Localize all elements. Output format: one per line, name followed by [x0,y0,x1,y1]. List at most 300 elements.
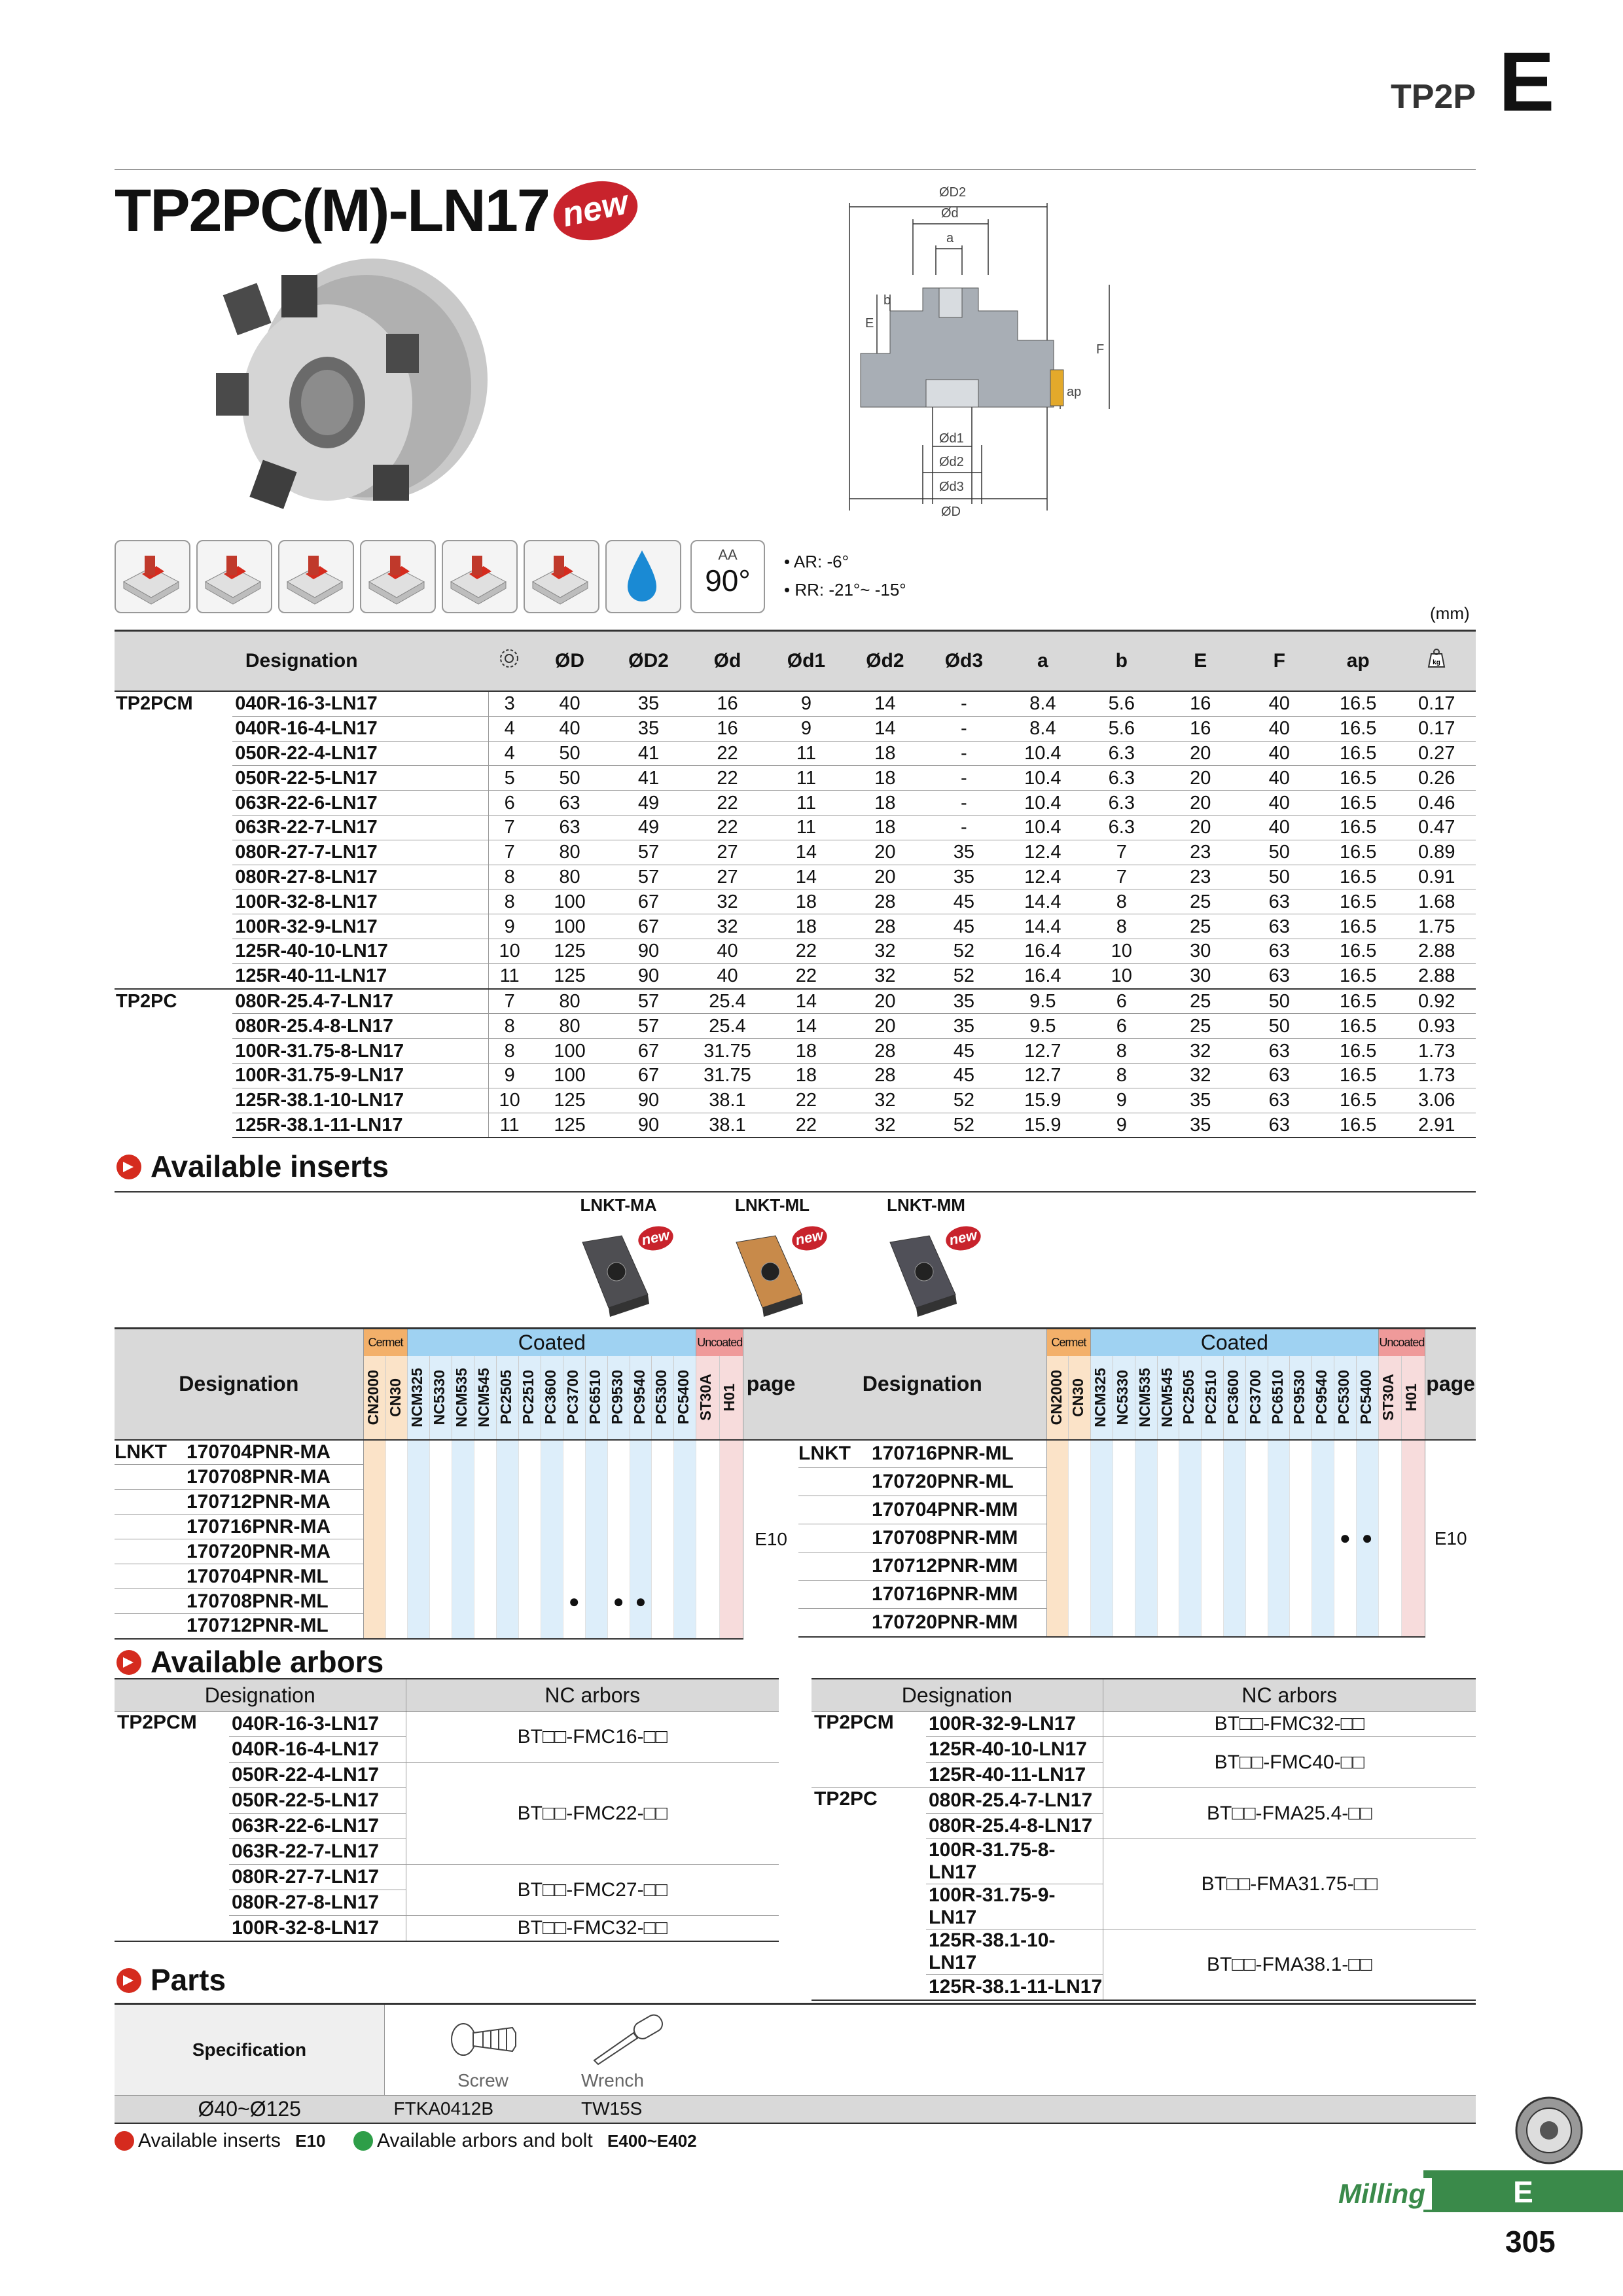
arbors-section-title: Available arbors [116,1644,383,1679]
value-cell: 50 [530,741,609,766]
value-cell: - [925,815,1003,840]
grade-pc2510: PC2510 [519,1356,541,1440]
grade-cell [1334,1552,1356,1581]
col-weight [1397,631,1476,692]
value-cell: 5.6 [1082,716,1161,741]
grade-cell [696,1564,720,1589]
label-E: E [865,316,874,331]
nc-arbor-cell: BT□□-FMC27-□□ [406,1865,779,1916]
designation-cell: 100R-32-9-LN17 [926,1712,1103,1737]
table-row [115,1712,779,1737]
grade-cell [1312,1609,1334,1637]
value-cell: 28 [846,1063,924,1088]
value-cell: 32 [846,1113,924,1138]
grade-cell [1245,1552,1268,1581]
value-cell: 14 [767,865,846,889]
value-cell: 8 [488,1039,530,1064]
value-cell: 1.75 [1397,914,1476,939]
col-F: F [1240,631,1319,692]
insert-name-lnkt-ml: LNKT-ML [734,1195,810,1215]
grade-cell [1290,1581,1312,1609]
value-cell: 22 [688,815,766,840]
value-cell: 3.06 [1397,1088,1476,1113]
grade-cell [519,1440,541,1465]
axial-rake: • AR: -6° [784,552,849,571]
value-cell: 52 [925,963,1003,988]
value-cell: 0.89 [1397,840,1476,865]
grade-cell [452,1515,474,1539]
value-cell: 0.47 [1397,815,1476,840]
grade-cell [385,1490,408,1515]
grade-cell [1135,1581,1157,1609]
value-cell: 10.4 [1003,766,1082,791]
value-cell: 23 [1161,865,1240,889]
grade-cell [652,1515,674,1539]
value-cell: 35 [925,989,1003,1014]
grade-cell [1402,1440,1425,1468]
page-title: TP2PC(M)-LN17 [115,177,550,244]
value-cell: 16.5 [1319,791,1397,816]
grade-cell [696,1589,720,1614]
arbors-reference[interactable]: Available arbors and bolt E400~E402 [353,2130,697,2152]
value-cell: 80 [530,989,609,1014]
category-uncoated: Uncoated [1378,1329,1425,1356]
designation-header: Designation [798,1329,1046,1440]
value-cell: 16.5 [1319,716,1397,741]
grade-pc2510: PC2510 [1202,1356,1224,1440]
value-cell: 0.92 [1397,989,1476,1014]
value-cell: 35 [925,1014,1003,1039]
value-cell: 6.3 [1082,741,1161,766]
col-ap: ap [1319,631,1397,692]
value-cell: 38.1 [688,1113,766,1138]
unit-label: (mm) [1430,603,1470,623]
grade-cell [1202,1524,1224,1552]
designation-name: 170716PNR-MA [187,1515,331,1537]
value-cell: 50 [530,766,609,791]
grade-cell [497,1465,519,1490]
value-cell: 16.5 [1319,939,1397,963]
product-image [209,249,497,524]
table-row [798,1440,1476,1468]
grade-cell [408,1465,430,1490]
value-cell: 50 [1240,865,1319,889]
grade-cn2000: CN2000 [1046,1356,1069,1440]
grade-cell [1091,1552,1113,1581]
grade-cell [1223,1468,1245,1496]
value-cell: 100 [530,889,609,914]
grade-cell [585,1539,607,1564]
value-cell: 40 [1240,691,1319,716]
group-label: TP2PC [812,1788,926,2001]
group-label: TP2PCM [115,691,232,989]
value-cell: 23 [1161,840,1240,865]
svg-text:kg: kg [1433,659,1441,666]
inserts-reference[interactable]: Available inserts E10 [115,2130,326,2152]
grade-cell [1091,1524,1113,1552]
value-cell: 50 [1240,989,1319,1014]
value-cell: 7 [488,815,530,840]
grade-cell [585,1564,607,1589]
grade-cell [363,1539,385,1564]
value-cell: 3 [488,691,530,716]
table-row [115,691,1476,716]
nc-arbor-cell: BT□□-FMC32-□□ [1103,1712,1476,1737]
designation-name: 170704PNR-MM [872,1499,1018,1520]
grade-cell [363,1490,385,1515]
value-cell: 4 [488,741,530,766]
value-cell: 45 [925,1063,1003,1088]
grade-cell [1091,1440,1113,1468]
value-cell: 57 [609,989,688,1014]
grade-cell [1290,1524,1312,1552]
grade-cell [497,1490,519,1515]
value-cell: 63 [1240,1039,1319,1064]
value-cell: - [925,791,1003,816]
designation-cell: 100R-32-8-LN17 [232,889,488,914]
value-cell: 9 [1082,1088,1161,1113]
table-row [115,1589,798,1614]
grade-cell [1312,1581,1334,1609]
grade-cell [1157,1440,1179,1468]
grade-cell [1179,1581,1202,1609]
table-row [798,1496,1476,1524]
designation-cell: 040R-16-4-LN17 [232,716,488,741]
value-cell: 32 [688,914,766,939]
col-E: E [1161,631,1240,692]
grade-ncm325: NCM325 [408,1356,430,1440]
table-row [115,889,1476,914]
label-d1: Ød1 [939,431,964,446]
designation-cell: 100R-31.75-8-LN17 [926,1839,1103,1884]
table-row [812,1788,1476,1814]
value-cell: 0.26 [1397,766,1476,791]
value-cell: 63 [1240,914,1319,939]
value-cell: 63 [1240,1113,1319,1138]
grade-cell [1069,1609,1091,1637]
value-cell: 11 [767,815,846,840]
grade-cell [474,1539,497,1564]
designation-cell: 063R-22-6-LN17 [232,791,488,816]
grade-cell [1113,1440,1135,1468]
grade-cell [497,1515,519,1539]
grade-cell [720,1465,743,1490]
value-cell: 16.5 [1319,1113,1397,1138]
value-cell: 41 [609,766,688,791]
value-cell: 28 [846,889,924,914]
value-cell: 9.5 [1003,989,1082,1014]
grade-cell [408,1589,430,1614]
value-cell: 16.5 [1319,840,1397,865]
grade-cell [1312,1524,1334,1552]
grade-cell [430,1490,452,1515]
value-cell: 57 [609,840,688,865]
value-cell: 49 [609,815,688,840]
value-cell: 18 [767,914,846,939]
table-row [798,1524,1476,1552]
value-cell: 9 [1082,1113,1161,1138]
grade-cell [408,1614,430,1639]
value-cell: 25.4 [688,1014,766,1039]
grade-cell [1268,1468,1290,1496]
grade-cell [1069,1496,1091,1524]
grade-cell [385,1539,408,1564]
value-cell: 90 [609,1088,688,1113]
value-cell: 16 [688,691,766,716]
value-cell: 11 [488,1113,530,1138]
grade-pc6510: PC6510 [1268,1356,1290,1440]
grade-cell: ● [1356,1524,1378,1552]
value-cell: 31.75 [688,1039,766,1064]
designation-cell: 063R-22-7-LN17 [232,815,488,840]
grade-cell: ● [607,1589,630,1614]
wrench-icon [588,2013,673,2066]
grade-cell [1135,1440,1157,1468]
grade-cell [607,1564,630,1589]
grade-cell [630,1490,652,1515]
nc-arbors-header: NC arbors [1103,1679,1476,1712]
grade-cell [519,1539,541,1564]
value-cell: 63 [530,815,609,840]
grade-cell [519,1564,541,1589]
grade-st30a: ST30A [1378,1356,1402,1440]
grade-cell [1402,1609,1425,1637]
grade-cell [1202,1552,1224,1581]
grade-cell [430,1614,452,1639]
inserts-table-left [115,1327,798,1640]
group-label: TP2PCM [812,1712,926,1788]
designation-name: 170704PNR-MA [187,1441,331,1463]
arbors-table-right [812,1678,1476,2001]
value-cell: 28 [846,914,924,939]
value-cell: 9 [488,1063,530,1088]
grade-cell [1378,1552,1402,1581]
value-cell: 1.73 [1397,1063,1476,1088]
cutter-thumbnail [1512,2094,1587,2166]
grade-cell [1245,1581,1268,1609]
value-cell: 16.5 [1319,989,1397,1014]
value-cell: 11 [767,741,846,766]
grade-cell [452,1490,474,1515]
value-cell: 8 [1082,914,1161,939]
designation-cell: 080R-27-7-LN17 [232,840,488,865]
grade-cell [519,1515,541,1539]
grade-cell [563,1465,585,1490]
grade-cell [563,1564,585,1589]
grade-cell [1312,1496,1334,1524]
grade-cell [1268,1581,1290,1609]
value-cell: 10 [1082,963,1161,988]
table-row [798,1552,1476,1581]
value-cell: 18 [846,766,924,791]
grade-cell [607,1614,630,1639]
value-cell: 14 [767,840,846,865]
value-cell: 90 [609,963,688,988]
grade-cell [720,1440,743,1465]
designation-cell: 080R-25.4-7-LN17 [926,1788,1103,1814]
grade-cell [1091,1609,1113,1637]
table-row [115,963,1476,988]
value-cell: 8 [488,889,530,914]
grade-cell [385,1589,408,1614]
value-cell: 35 [1161,1088,1240,1113]
value-cell: 38.1 [688,1088,766,1113]
grade-cell [474,1614,497,1639]
grade-cell [1402,1524,1425,1552]
value-cell: 80 [530,865,609,889]
grade-cell [1179,1496,1202,1524]
category-bar [1338,2170,1623,2212]
table-row [115,766,1476,791]
grade-cell [674,1440,696,1465]
value-cell: 22 [767,1088,846,1113]
table-row [115,1465,798,1490]
grade-cell [1334,1440,1356,1468]
value-cell: 6 [1082,1014,1161,1039]
grade-cell [474,1589,497,1614]
grade-cell [1046,1496,1069,1524]
value-cell: 5.6 [1082,691,1161,716]
table-row [115,815,1476,840]
label-a: a [946,231,954,245]
value-cell: 22 [688,791,766,816]
grade-cell [1113,1524,1135,1552]
value-cell: 8.4 [1003,716,1082,741]
value-cell: 9 [767,691,846,716]
page-header: page [1425,1329,1476,1440]
value-cell: 28 [846,1039,924,1064]
arrow-icon [116,1968,141,1993]
grade-cell [430,1564,452,1589]
value-cell: 52 [925,1113,1003,1138]
wrench-label: Wrench [581,2070,644,2090]
grade-cell [1202,1581,1224,1609]
designation-cell: 125R-38.1-10-LN17 [926,1929,1103,1975]
value-cell: 16 [1161,691,1240,716]
grade-cell [607,1490,630,1515]
grade-cell [1046,1552,1069,1581]
col-b: b [1082,631,1161,692]
grade-cell [408,1564,430,1589]
grade-cell [1290,1440,1312,1468]
grade-cell [696,1465,720,1490]
grade-cell [1245,1496,1268,1524]
designation-cell: 125R-38.1-11-LN17 [232,1113,488,1138]
label-d3: Ød3 [939,480,964,494]
grade-pc3700: PC3700 [1245,1356,1268,1440]
value-cell: 2.88 [1397,963,1476,988]
table-row [115,1490,798,1515]
grade-cell [720,1564,743,1589]
value-cell: 20 [1161,741,1240,766]
grade-cell [1268,1552,1290,1581]
grade-cell [519,1589,541,1614]
aa-box [690,540,765,613]
table-row [115,1039,1476,1064]
table-row [115,741,1476,766]
grade-cell [541,1440,563,1465]
value-cell: 16 [1161,716,1240,741]
value-cell: 35 [609,716,688,741]
value-cell: 22 [767,963,846,988]
value-cell: 32 [1161,1063,1240,1088]
grade-cell [1202,1496,1224,1524]
grade-cell [1378,1468,1402,1496]
label-d2: Ød2 [939,455,964,469]
grade-cell: ● [1334,1524,1356,1552]
grade-cell [1113,1552,1135,1581]
value-cell: 8 [488,1014,530,1039]
value-cell: 7 [1082,840,1161,865]
grade-cell [1245,1524,1268,1552]
inserts-section-title: Available inserts [116,1149,389,1184]
grade-cell [1135,1496,1157,1524]
value-cell: 6 [488,791,530,816]
group-label: TP2PC [116,990,177,1012]
value-cell: 18 [767,1039,846,1064]
grade-cell [1135,1524,1157,1552]
value-cell: 45 [925,914,1003,939]
designation-cell: 100R-31.75-9-LN17 [232,1063,488,1088]
grade-cell [630,1614,652,1639]
grade-cell [1378,1440,1402,1468]
new-badge: new [636,1223,675,1253]
value-cell: 41 [609,741,688,766]
designation-cell: 040R-16-3-LN17 [229,1712,406,1737]
grade-cell [1202,1468,1224,1496]
designation-cell: 040R-16-4-LN17 [229,1737,406,1763]
grade-cell [674,1490,696,1515]
grade-cell [1113,1468,1135,1496]
grade-cell [1356,1496,1378,1524]
grade-cell [1223,1440,1245,1468]
grade-ncm535: NCM535 [1135,1356,1157,1440]
value-cell: 100 [530,1039,609,1064]
value-cell: 32 [688,889,766,914]
grade-cell [541,1539,563,1564]
col-D: ØD [530,631,609,692]
label-D: ØD [941,505,961,519]
grade-cell [1069,1440,1091,1468]
square-shoulder-icon [115,540,190,613]
grade-cell [1290,1496,1312,1524]
grade-cell [1157,1468,1179,1496]
value-cell: 11 [767,766,846,791]
value-cell: 20 [1161,766,1240,791]
grade-cell [630,1515,652,1539]
table-row [115,989,1476,1014]
grade-cell [585,1589,607,1614]
grade-cell [1179,1609,1202,1637]
grade-cell [563,1614,585,1639]
grade-cn30: CN30 [1069,1356,1091,1440]
designation-cell: 040R-16-3-LN17 [232,691,488,716]
value-cell: 57 [609,1014,688,1039]
col-d3: Ød3 [925,631,1003,692]
ramping-icon [360,540,436,613]
value-cell: 6 [1082,989,1161,1014]
value-cell: 67 [609,889,688,914]
grade-cell [385,1440,408,1465]
value-cell: 0.17 [1397,691,1476,716]
value-cell: 16 [688,716,766,741]
table-row [115,914,1476,939]
grade-cell [1069,1524,1091,1552]
label-b: b [883,293,891,308]
value-cell: 10 [488,939,530,963]
grade-cell [1402,1496,1425,1524]
grade-cell [1268,1496,1290,1524]
